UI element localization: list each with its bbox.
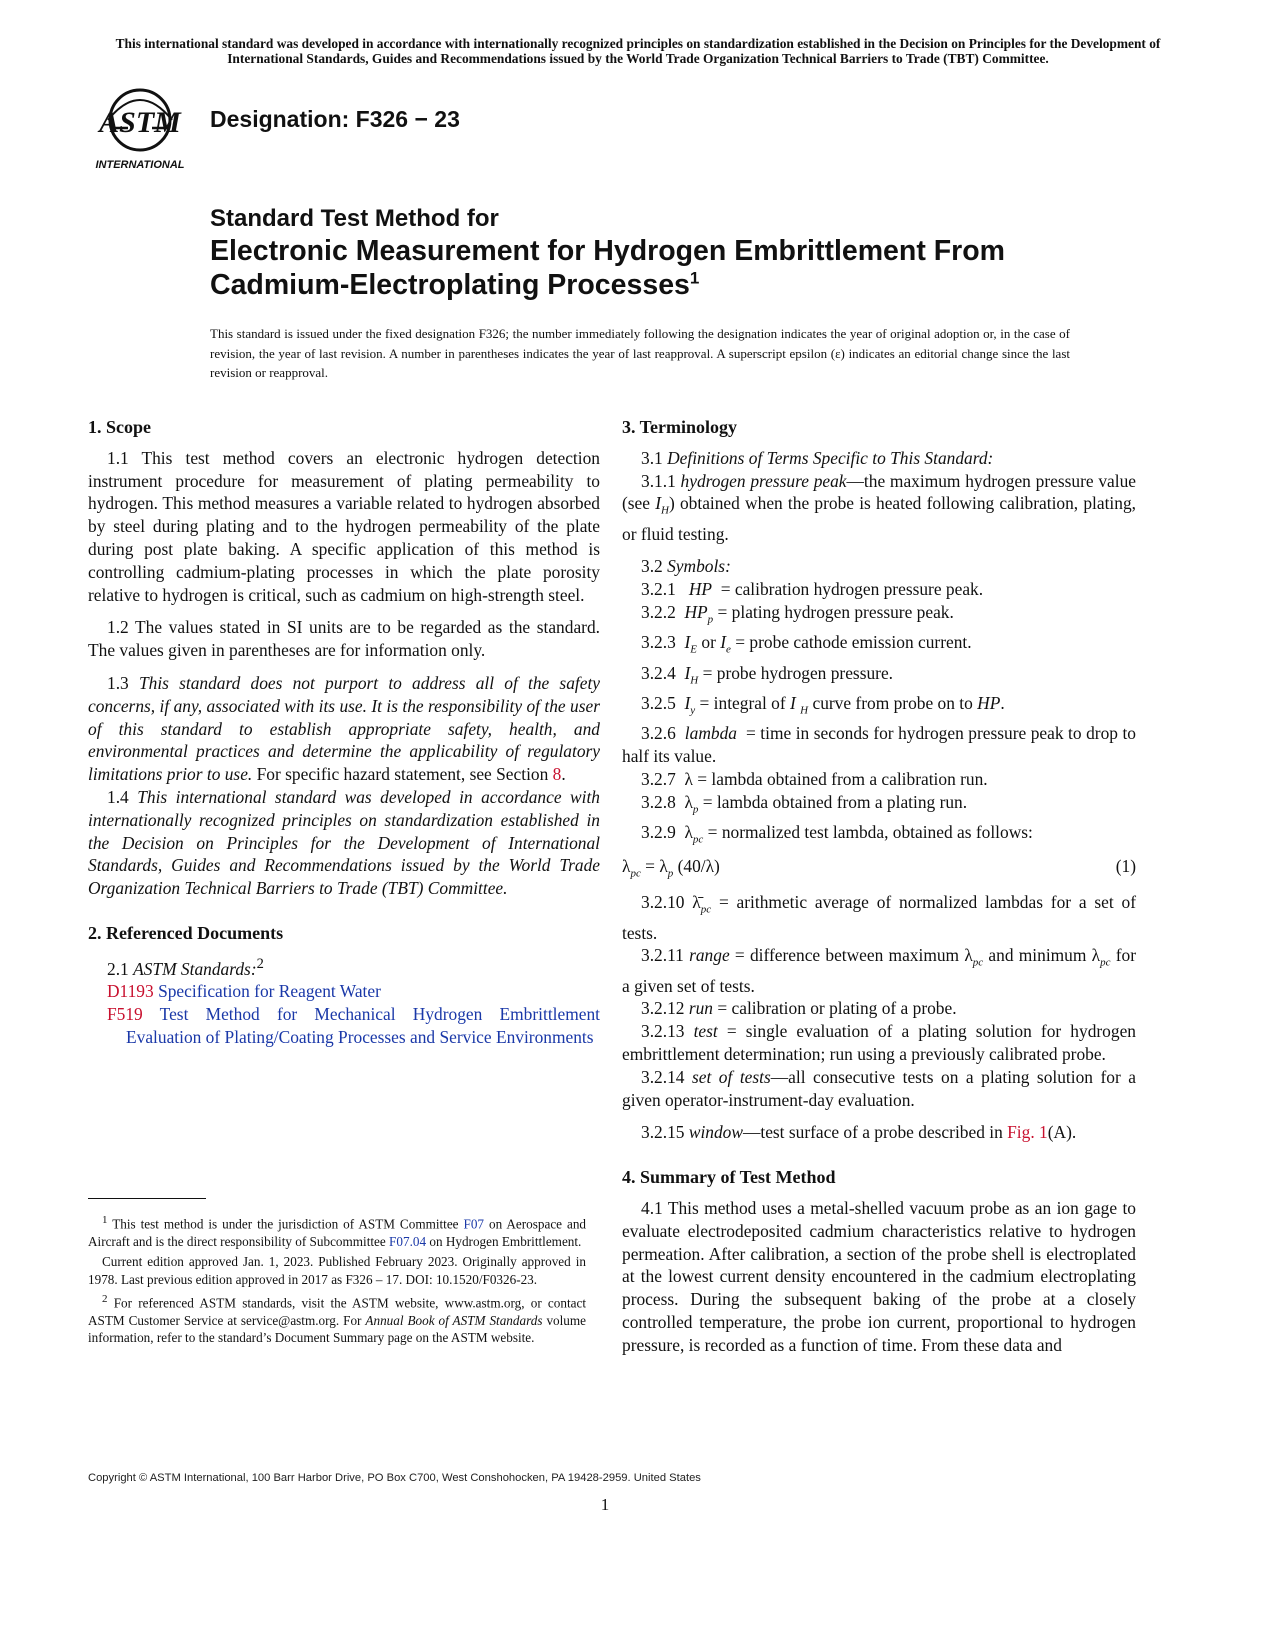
symbol-3-2-6: 3.2.6 lambda = time in seconds for hydrogen pressure peak to drop to half its value. bbox=[622, 723, 1136, 766]
designation: Designation: F326 − 23 bbox=[210, 106, 460, 132]
f519-link[interactable]: F519 bbox=[107, 1004, 143, 1025]
left-column bbox=[88, 416, 600, 1049]
astm-logo-icon bbox=[90, 84, 190, 174]
equation-number: (1) bbox=[1115, 856, 1136, 877]
footnotes bbox=[88, 1212, 586, 1350]
footnote-2-mark[interactable]: 2 bbox=[256, 955, 264, 972]
symbol-3-2-8: 3.2.8 $\lambda_p$ = lambda obtained from a plating run. bbox=[641, 791, 968, 815]
paragraph-3-2: 3.2 Symbols: bbox=[641, 556, 731, 577]
logo-text: ASTM bbox=[99, 106, 181, 139]
symbol-3-2-15: 3.2.15 window—test surface of a probe described in Fig. 1(A). bbox=[641, 1122, 1077, 1143]
section-heading-referenced-documents: 2. Referenced Documents bbox=[88, 922, 284, 943]
footnote-1-edition: Current edition approved Jan. 1, 2023. Published February 2023. Originally approved in 1978. Last previous edition approved in 2017 as F326 – 17. DOI: 10.1520/F0326-23. bbox=[88, 1254, 586, 1287]
figure-1-link[interactable]: Fig. 1 bbox=[1007, 1122, 1048, 1143]
symbol-3-2-13: 3.2.13 test = single evaluation of a plating solution for hydrogen embrittlement determination; run using a previously calibrated probe. bbox=[622, 1021, 1136, 1065]
document-title bbox=[210, 204, 1190, 302]
f07-link[interactable]: F07 bbox=[463, 1216, 485, 1232]
section-8-link[interactable]: 8 bbox=[552, 764, 562, 785]
symbol-3-2-2: 3.2.2 $HP_p$ = plating hydrogen pressure peak. bbox=[641, 602, 954, 626]
title-footnote-mark[interactable]: 1 bbox=[689, 268, 700, 288]
title-line-3: Cadmium-Electroplating Processes$^1$ bbox=[210, 268, 700, 301]
footnote-2: $^2$ For referenced ASTM standards, visit the ASTM website, www.astm.org, or contact ASTM Customer Service at service@astm.org. For Annual Book of ASTM Standards volume information, refer to the standard’s Document Summary page on the ASTM website. bbox=[88, 1293, 587, 1346]
title-line-1: Standard Test Method for bbox=[210, 205, 499, 232]
footnote-rule bbox=[88, 1198, 206, 1199]
paragraph-1-2: 1.2 The values stated in SI units are to be regarded as the standard. The values given in parentheses are for information only. bbox=[88, 617, 600, 661]
footnote-1: $^1$ This test method is under the jurisdiction of ASTM Committee F07 on Aerospace and Aircraft and is the direct responsibility of Subcommittee F07.04 on Hydrogen Embrittlement. bbox=[88, 1214, 587, 1249]
paragraph-1-4: 1.4 This international standard was developed in accordance with internationally recognized principles on standardization established in the Decision on Principles for the Development of International Standards, Guides and Recommendations issued by the World Trade Organization Technical Barriers to Trade (TBT) Committee. bbox=[88, 786, 600, 899]
symbol-3-2-3: 3.2.3 $I_E$ or $I_e$ = probe cathode emission current. bbox=[641, 632, 972, 656]
equation-1: $\lambda_{pc} = \lambda_p$ (40/λ) (1) bbox=[622, 856, 1136, 880]
symbol-3-2-4: 3.2.4 $I_H$ = probe hydrogen pressure. bbox=[641, 662, 894, 687]
symbol-3-2-12: 3.2.12 run = calibration or plating of a probe. bbox=[641, 998, 957, 1019]
page-number: 1 bbox=[600, 1495, 610, 1514]
standard-notice: This international standard was developed in accordance with internationally recognized principles on standardization established in the Decision on Principles for the Development of International Standards, Guides and Recommendations issued by the World Trade Organization Technical Barriers to Trade (TBT) Committee. bbox=[115, 36, 1161, 66]
right-column bbox=[622, 416, 1136, 1357]
symbol-3-2-11: 3.2.11 range = difference between maximum $\lambda_{pc}$ and minimum $\lambda_{pc}$ for a given set of tests. bbox=[622, 945, 1136, 996]
astm-logo bbox=[90, 84, 190, 174]
paragraph-1-3: 1.3 This standard does not purport to address all of the safety concerns, if any, associated with its use. It is the responsibility of the user of this standard to establish appropriate safety, health, and environmental practices and determine the applicability of regulatory limitations prior to use. For specific hazard statement, see Section 8. bbox=[88, 672, 600, 785]
reference-f519 bbox=[88, 1003, 600, 1049]
title-line-2: Electronic Measurement for Hydrogen Embrittlement From bbox=[210, 235, 1005, 267]
symbol-3-2-9: 3.2.9 $\lambda_{pc}$ = normalized test lambda, obtained as follows: bbox=[641, 821, 1033, 846]
paragraph-4-1: 4.1 This method uses a metal-shelled vacuum probe as an ion gage to evaluate electrodeposited cadmium characteristics relative to hydrogen permeation. After calibration, a section of the probe shell is electroplated at the lowest current density encountered in the cadmium electroplating process. During the subsequent baking of the probe at a closely controlled temperature, the probe ion current, proportional to hydrogen pressure, is recorded as a function of time. From these data and bbox=[622, 1198, 1136, 1355]
symbol-3-2-10: 3.2.10 $\lambdā_{pc}$ = arithmetic average of normalized lambdas for a set of tests. bbox=[622, 892, 1136, 943]
section-heading-terminology: 3. Terminology bbox=[622, 417, 738, 437]
symbol-3-2-1: 3.2.1 HP = calibration hydrogen pressure peak. bbox=[641, 579, 984, 600]
section-heading-scope: 1. Scope bbox=[88, 417, 151, 437]
d1193-title-link[interactable]: Specification for Reagent Water bbox=[158, 981, 381, 1002]
symbol-3-2-14: 3.2.14 set of tests—all consecutive tests on a plating solution for a given operator-instrument-day evaluation. bbox=[622, 1066, 1136, 1110]
reference-d1193 bbox=[88, 980, 600, 1003]
paragraph-3-1-1: 3.1.1 hydrogen pressure peak—the maximum hydrogen pressure value (see $I_H$) obtained when the probe is heated following calibration, plating, or fluid testing. bbox=[622, 470, 1136, 544]
f07-04-link[interactable]: F07.04 bbox=[389, 1233, 427, 1249]
copyright-line: Copyright © ASTM International, 100 Barr Harbor Drive, PO Box C700, West Conshohocken, PA 19428-2959. United States bbox=[88, 1472, 701, 1484]
paragraph-1-1: 1.1 This test method covers an electronic hydrogen detection instrument procedure for measurement of plating permeability to hydrogen. This method measures a variable related to hydrogen absorbed by steel during plating and to the hydrogen permeability of the plate during post plate baking. A specific application of this method is controlling cadmium-plating processes in which the plate porosity relative to hydrogen is critical, such as cadmium on high-strength steel. bbox=[88, 447, 600, 605]
issued-note: This standard is issued under the fixed designation F326; the number immediately following the designation indicates the year of original adoption or, in the case of revision, the year of last revision. A number in parentheses indicates the year of last reapproval. A superscript epsilon (ε) indicates an editorial change since the last revision or reapproval. bbox=[210, 326, 1070, 380]
paragraph-3-1: 3.1 Definitions of Terms Specific to This Standard: bbox=[641, 447, 994, 468]
paragraph-2-1: 2.1 ASTM Standards:$^2$ bbox=[107, 955, 264, 979]
symbol-3-2-5: 3.2.5 $I_y$ = integral of I $_H$ curve from probe on to HP. bbox=[641, 692, 1005, 717]
f519-title-link[interactable]: Test Method for Mechanical Hydrogen Embrittlement Evaluation of Plating/Coating Processes and Service Environments bbox=[126, 1004, 600, 1047]
logo-subtext: INTERNATIONAL bbox=[95, 159, 185, 171]
section-heading-summary: 4. Summary of Test Method bbox=[622, 1167, 836, 1188]
d1193-link[interactable]: D1193 bbox=[107, 981, 154, 1002]
symbol-3-2-7: 3.2.7 λ = lambda obtained from a calibration run. bbox=[641, 768, 988, 789]
